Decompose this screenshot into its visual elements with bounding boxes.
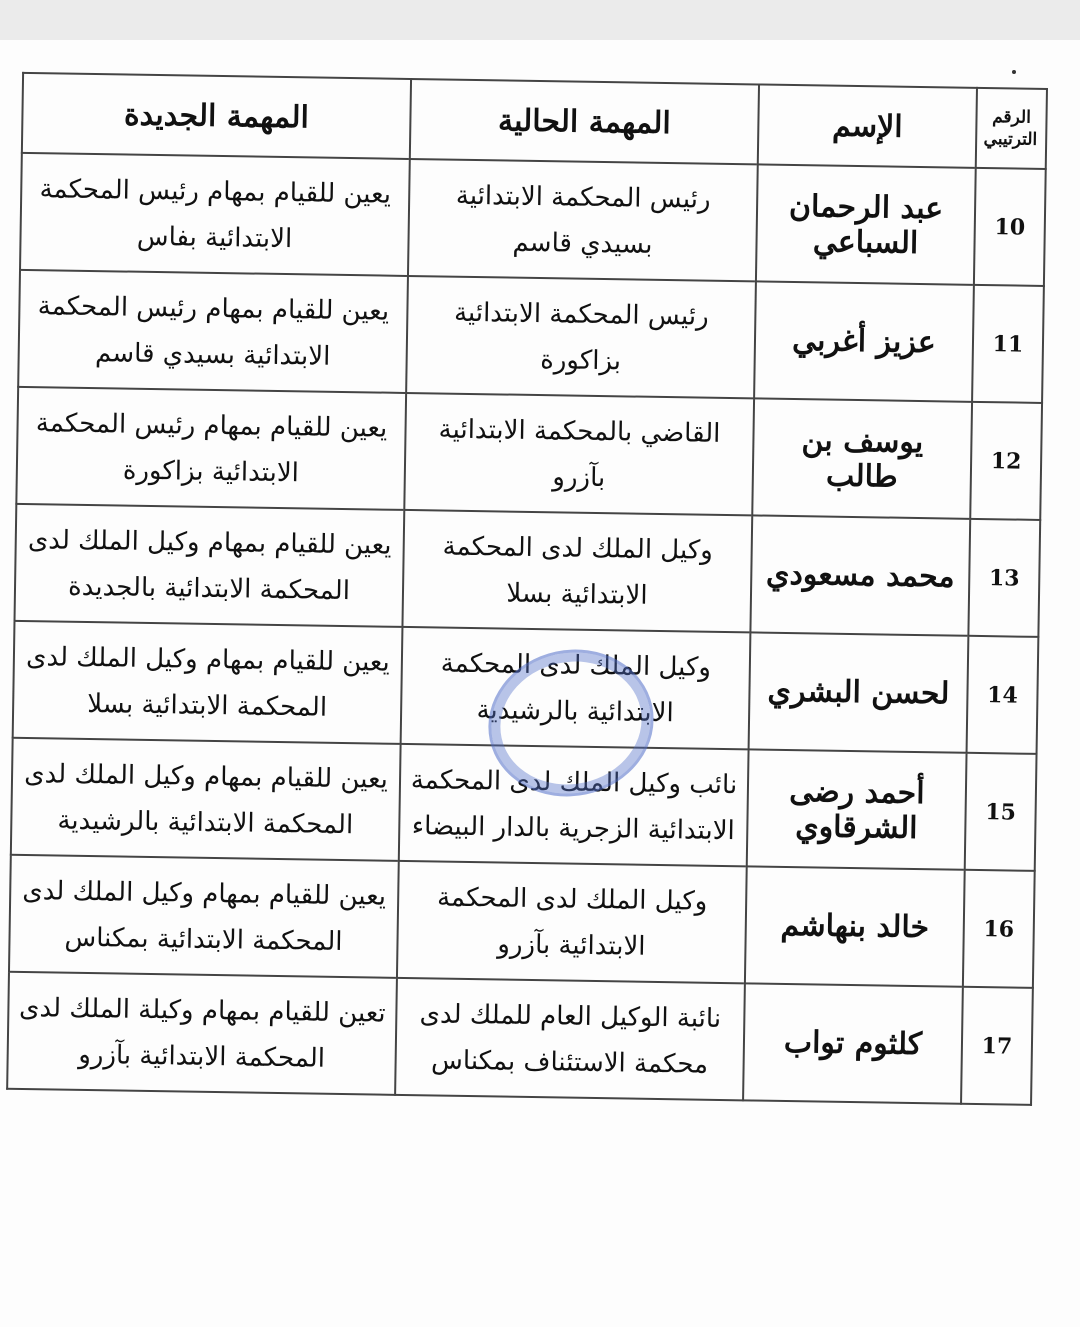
- table-row: [20, 153, 1046, 286]
- table-row: [15, 504, 1041, 637]
- row-number: 14: [967, 636, 1039, 754]
- person-name: أحمد رضى الشرقاوي: [747, 749, 967, 869]
- header-name: الإسم: [758, 84, 977, 167]
- new-position: يعين للقيام بمهام رئيس المحكمة الابتدائية بفاس: [20, 153, 410, 276]
- person-name: يوسف بن طالب: [752, 398, 972, 518]
- appointments-table: [6, 72, 1048, 1106]
- person-name: خالد بنهاشم: [745, 866, 965, 986]
- row-number: 12: [970, 402, 1042, 520]
- person-name: عزيز أغربي: [754, 281, 974, 401]
- current-position: رئيس المحكمة الابتدائية بزاكورة: [406, 276, 756, 398]
- top-bar: [0, 0, 1080, 40]
- row-number: 11: [972, 285, 1044, 403]
- current-position: رئيس المحكمة الابتدائية بسيدي قاسم: [408, 159, 758, 281]
- new-position: يعين للقيام بمهام وكيل الملك لدى المحكمة الابتدائية بالرشيدية: [11, 738, 401, 861]
- row-number: 17: [961, 987, 1033, 1105]
- current-position: نائبة الوكيل العام للملك لدى محكمة الاستئناف بمكناس: [395, 978, 745, 1100]
- row-number: 10: [974, 168, 1046, 286]
- table-row: [18, 270, 1044, 403]
- header-new-position: المهمة الجديدة: [22, 73, 411, 159]
- new-position: يعين للقيام بمهام وكيل الملك لدى المحكمة الابتدائية بمكناس: [9, 855, 399, 978]
- person-name: محمد مسعودي: [750, 515, 970, 635]
- current-position: القاضي بالمحكمة الابتدائية بآزرو: [404, 393, 754, 515]
- new-position: تعين للقيام بمهام وكيلة الملك لدى المحكمة الابتدائية بآزرو: [7, 972, 397, 1095]
- current-position: وكيل الملك لدى المحكمة الابتدائية بسلا: [402, 510, 752, 632]
- row-number: 16: [963, 870, 1035, 988]
- new-position: يعين للقيام بمهام وكيل الملك لدى المحكمة الابتدائية بالجديدة: [15, 504, 405, 627]
- current-position: وكيل الملك لدى المحكمة الابتدائية بآزرو: [397, 861, 747, 983]
- header-number: الرقم الترتيبي: [976, 88, 1047, 169]
- ink-dot: [1012, 70, 1016, 74]
- table-row: [13, 621, 1039, 754]
- table-row: [9, 855, 1035, 988]
- person-name: عبد الرحمان السباعي: [756, 164, 976, 284]
- current-position: وكيل الملك لدى المحكمة الابتدائية بالرشيدية: [401, 627, 751, 749]
- table-row: [16, 387, 1042, 520]
- new-position: يعين للقيام بمهام رئيس المحكمة الابتدائية بزاكورة: [16, 387, 406, 510]
- row-number: 13: [968, 519, 1040, 637]
- person-name: لحسن البشري: [749, 632, 969, 752]
- row-number: 15: [965, 753, 1037, 871]
- table-row: [11, 738, 1037, 871]
- current-position: نائب وكيل الملك لدى المحكمة الابتدائية الزجرية بالدار البيضاء: [399, 744, 749, 866]
- person-name: كلثوم تواب: [743, 983, 963, 1103]
- table-row: [7, 972, 1033, 1105]
- new-position: يعين للقيام بمهام رئيس المحكمة الابتدائية بسيدي قاسم: [18, 270, 408, 393]
- new-position: يعين للقيام بمهام وكيل الملك لدى المحكمة الابتدائية بسلا: [13, 621, 403, 744]
- header-current-position: المهمة الحالية: [410, 79, 759, 164]
